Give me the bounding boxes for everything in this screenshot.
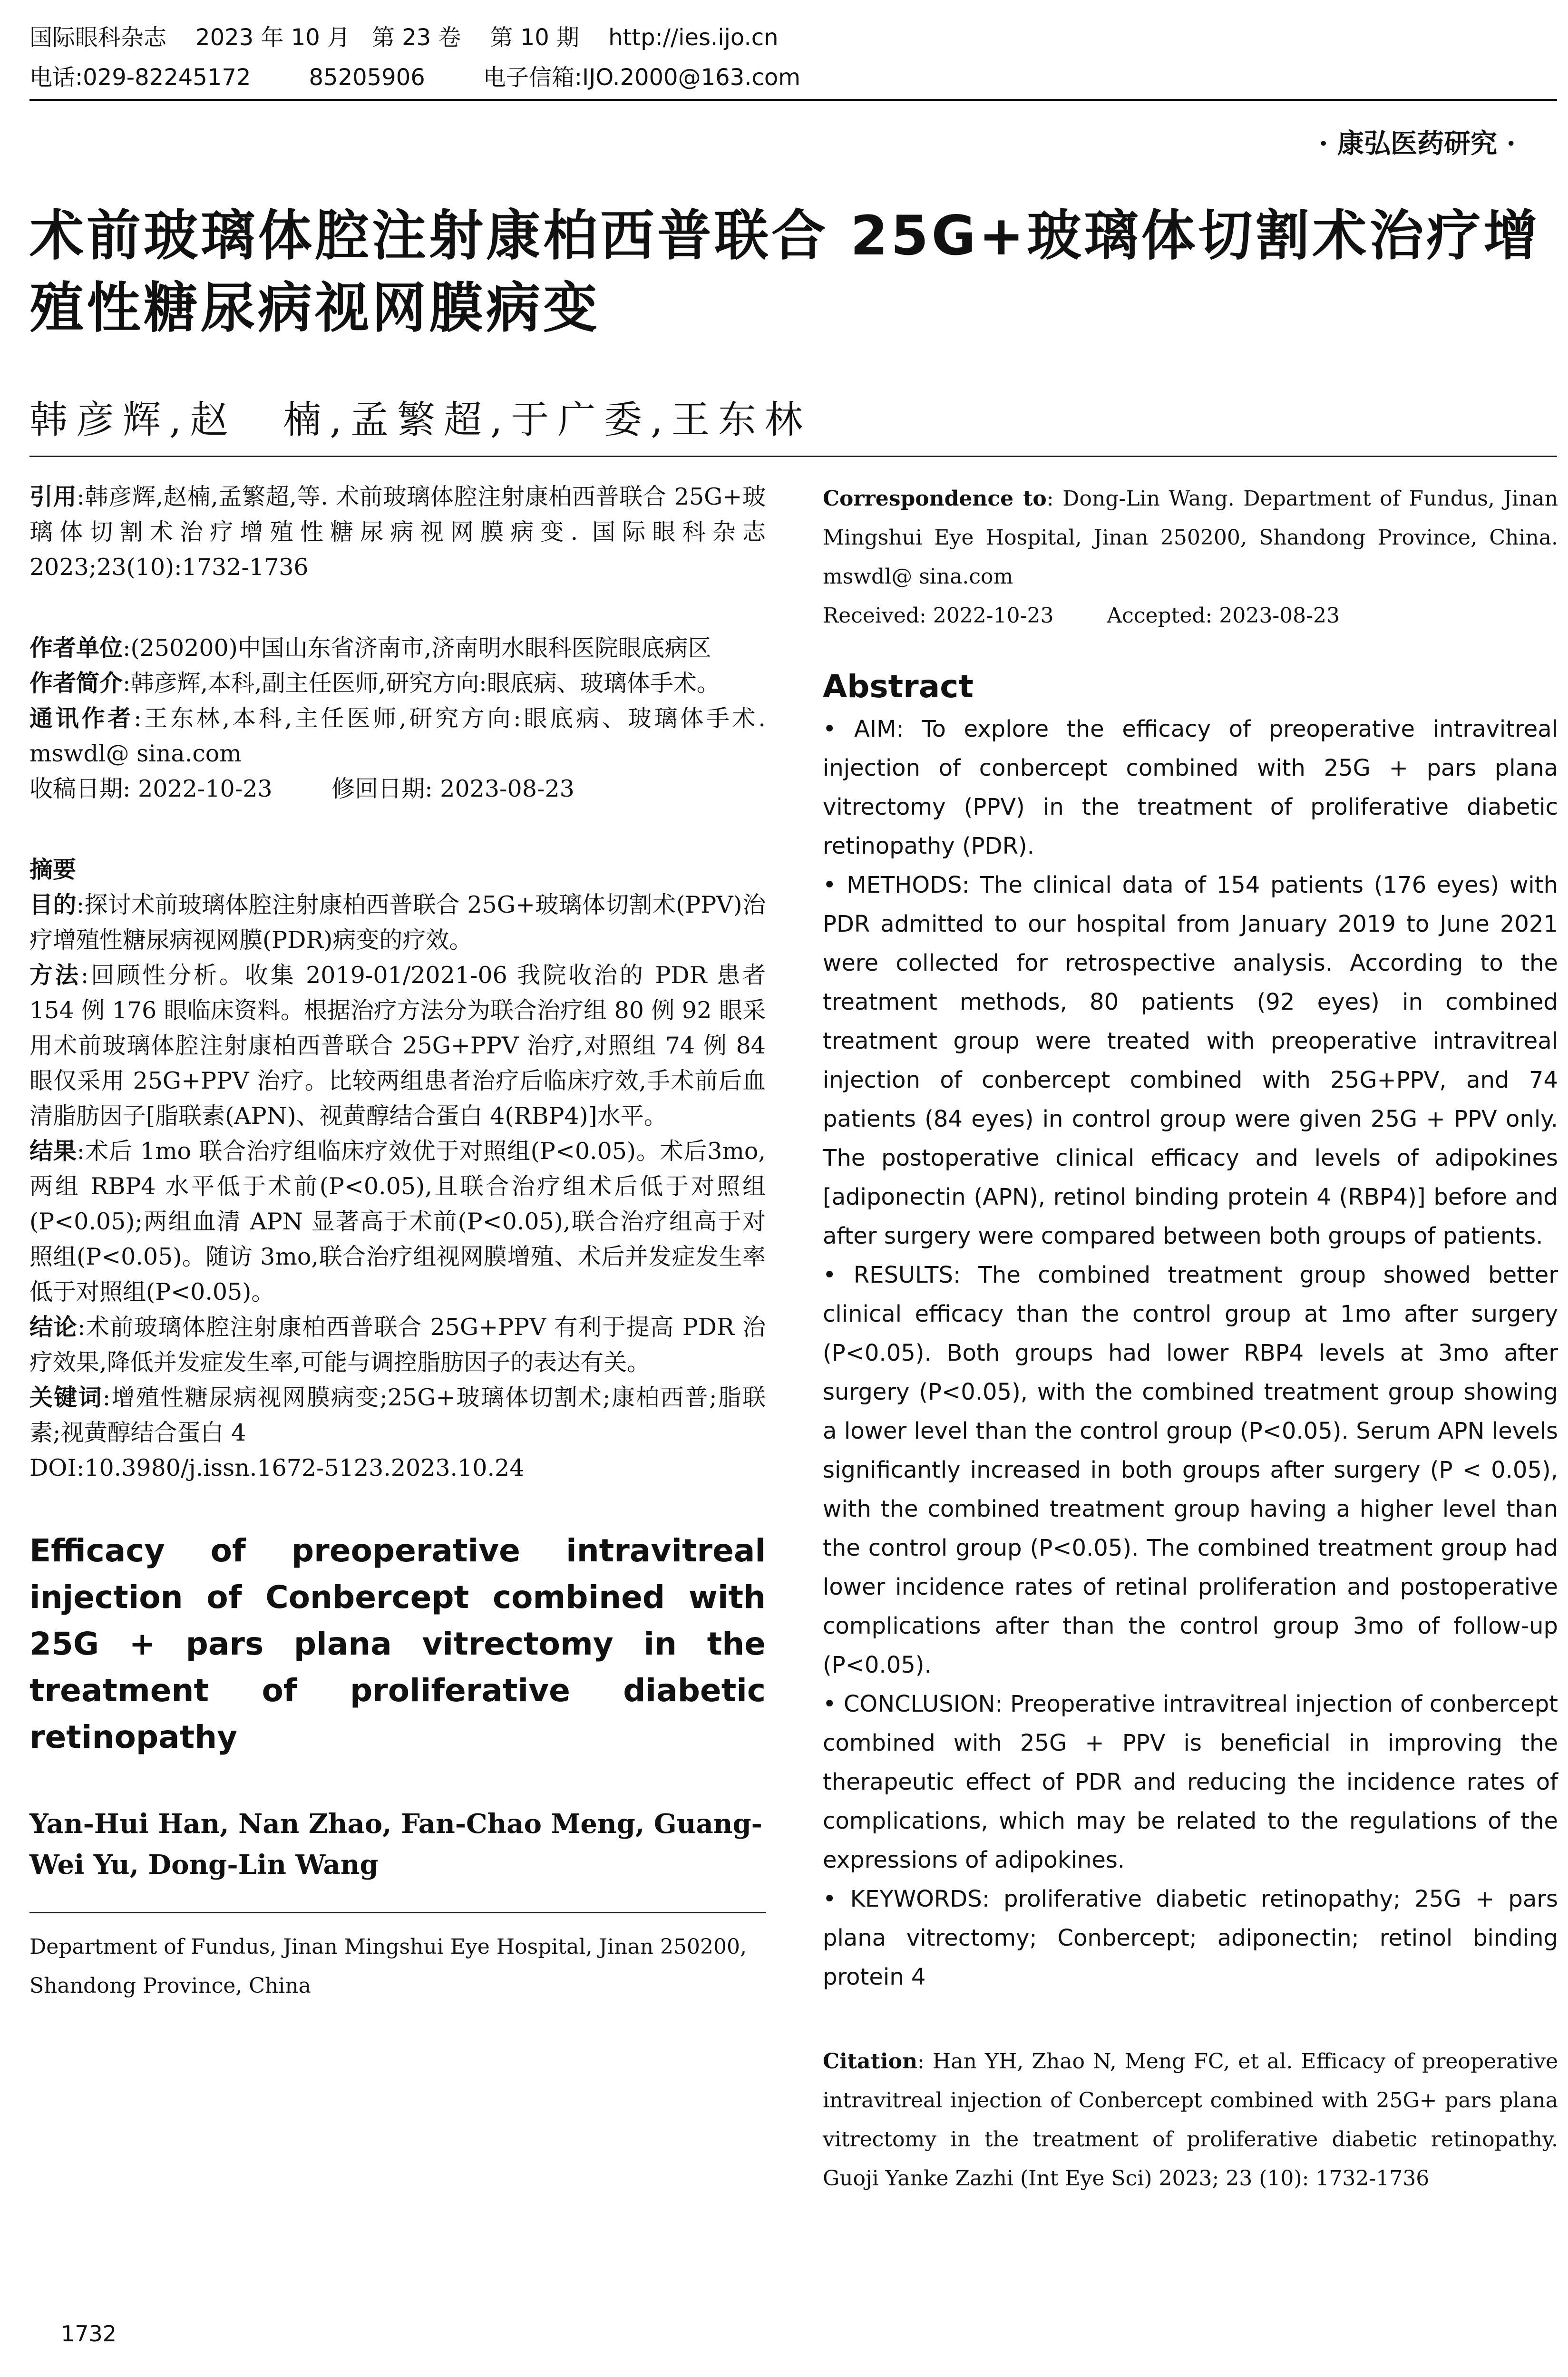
affiliation-en: Department of Fundus, Jinan Mingshui Eye Hospital, Jinan 250200, Shandong Province, China bbox=[29, 1935, 747, 1998]
aim-en: • AIM: To explore the efficacy of preoperative intravitreal injection of conbercept combined with 25G + pars plana vitrectomy (PPV) in the treatment of proliferative diabetic retinopathy (PDR). bbox=[823, 716, 1558, 859]
keywords-en: • KEYWORDS: proliferative diabetic retinopathy; 25G + pars plana vitrectomy; Conbercept; adiponectin; retinol binding protein 4 bbox=[823, 1886, 1558, 1990]
section-rule bbox=[29, 456, 1557, 457]
corresponding-author-label: 通讯作者 bbox=[29, 705, 134, 732]
author-unit-text: :(250200)中国山东省济南市,济南明水眼科医院眼底病区 bbox=[123, 634, 711, 662]
authors-en: Yan-Hui Han, Nan Zhao, Fan-Chao Meng, Guang-Wei Yu, Dong-Lin Wang bbox=[29, 1808, 762, 1880]
page-number: 1732 bbox=[61, 2321, 117, 2347]
abstract-heading-cn: 摘要 bbox=[29, 856, 77, 883]
aim-cn bbox=[29, 887, 766, 958]
citation-cn bbox=[29, 479, 766, 585]
journal-header-line-1: 国际眼科杂志 2023 年 10 月 第 23 卷 第 10 期 http://ies.ijo.cn bbox=[29, 24, 779, 51]
corresponding-author-text: :王东林,本科,主任医师,研究方向:眼底病、玻璃体手术. mswdl@ sina.com bbox=[29, 705, 766, 767]
author-bio bbox=[29, 666, 766, 701]
received-accepted: Received: 2022-10-23 Accepted: 2023-08-23 bbox=[823, 604, 1340, 628]
doi: DOI:10.3980/j.issn.1672-5123.2023.10.24 bbox=[29, 1454, 525, 1481]
conclusion-cn bbox=[29, 1310, 766, 1380]
header-rule bbox=[29, 99, 1557, 101]
methods-cn-label: 方法 bbox=[29, 962, 81, 989]
correspondence-en-label: Correspondence to bbox=[823, 487, 1047, 511]
aim-cn-text: :探讨术前玻璃体腔注射康柏西普联合 25G+玻璃体切割术(PPV)治疗增殖性糖尿病视网膜(PDR)病变的疗效。 bbox=[29, 891, 766, 954]
right-column bbox=[823, 479, 1558, 2198]
left-column bbox=[29, 479, 766, 2006]
keywords-cn-label: 关键词 bbox=[29, 1384, 103, 1411]
conclusion-cn-label: 结论 bbox=[29, 1314, 78, 1341]
journal-header-line-2: 电话:029-82245172 85205906 电子信箱:IJO.2000@163.com bbox=[29, 64, 800, 91]
article-title-cn: 术前玻璃体腔注射康柏西普联合 25G+玻璃体切割术治疗增殖性糖尿病视网膜病变 bbox=[29, 204, 1541, 340]
methods-cn-text: :回顾性分析。收集 2019-01/2021-06 我院收治的 PDR 患者 154 例 176 眼临床资料。根据治疗方法分为联合治疗组 80 例 92 眼采用术前玻璃体腔注射康柏西普联合 25G+PPV 治疗,对照组 74 例 84 眼仅采用 25G+PPV 治疗。比较两组患者治疗后临床疗效,手术前后血清脂肪因子[脂联素(APN)、视黄醇结合蛋白 4(RBP4)]水平。 bbox=[29, 962, 766, 1130]
results-en: • RESULTS: The combined treatment group showed better clinical efficacy than the control group at 1mo after surgery (P<0.05). Both groups had lower RBP4 levels at 3mo after surgery (P<0.05), with the combined treatment group showing a lower level than the control group (P<0.05). Serum APN levels significantly increased in both groups after surgery (P < 0.05), with the combined treatment group having a higher level than the control group (P<0.05). The combined treatment group had lower incidence rates of retinal proliferation and postoperative complications after than the control group 3mo of follow-up (P<0.05). bbox=[823, 1262, 1558, 1678]
citation-en-text: : Han YH, Zhao N, Meng FC, et al. Efficacy of preoperative intravitreal injection of Conbercept combined with 25G+ pars plana vitrectomy in the treatment of proliferative diabetic retinopathy. Guoji Yanke Zazhi (Int Eye Sci) 2023; 23 (10): 1732-1736 bbox=[823, 2049, 1558, 2191]
conclusion-cn-text: :术前玻璃体腔注射康柏西普联合 25G+PPV 有利于提高 PDR 治疗效果,降低并发症发生率,可能与调控脂肪因子的表达有关。 bbox=[29, 1314, 766, 1376]
conclusion-en: • CONCLUSION: Preoperative intravitreal injection of conbercept combined with 25G + PPV is beneficial in improving the therapeutic effect of PDR and reducing the incidence rates of complications, which may be related to the regulations of the expressions of adipokines. bbox=[823, 1691, 1558, 1873]
author-unit-label: 作者单位 bbox=[29, 634, 123, 662]
article-title-en: Efficacy of preoperative intravitreal injection of Conbercept combined with 25G + pars plana vitrectomy in the treatment of proliferative diabetic retinopathy bbox=[29, 1532, 766, 1755]
results-cn-text: :术后 1mo 联合治疗组临床疗效优于对照组(P<0.05)。术后3mo,两组 RBP4 水平低于术前(P<0.05),且联合治疗组术后低于对照组(P<0.05);两组血清 APN 显著高于术前(P<0.05),联合治疗组高于对照组(P<0.05)。随访 3mo,联合治疗组视网膜增殖、术后并发症发生率低于对照组(P<0.05)。 bbox=[29, 1138, 766, 1305]
dates-cn: 收稿日期: 2022-10-23 修回日期: 2023-08-23 bbox=[29, 775, 575, 802]
keywords-cn bbox=[29, 1380, 766, 1451]
author-unit bbox=[29, 631, 766, 666]
author-bio-label: 作者简介 bbox=[29, 670, 123, 697]
citation-cn-text: :韩彦辉,赵楠,孟繁超,等. 术前玻璃体腔注射康柏西普联合 25G+玻璃体切割术治疗增殖性糖尿病视网膜病变. 国际眼科杂志 2023;23(10):1732-1736 bbox=[29, 483, 766, 581]
correspondence-en-text: : Dong-Lin Wang. Department of Fundus, Jinan Mingshui Eye Hospital, Jinan 250200, Shandong Province, China. mswdl@ sina.com bbox=[823, 487, 1558, 589]
authors-cn: 韩彦辉,赵 楠,孟繁超,于广委,王东林 bbox=[29, 398, 811, 442]
correspondence-en bbox=[823, 479, 1558, 596]
corresponding-author bbox=[29, 701, 766, 771]
citation-en-label: Citation bbox=[823, 2049, 917, 2074]
author-bio-text: :韩彦辉,本科,副主任医师,研究方向:眼底病、玻璃体手术。 bbox=[123, 670, 720, 697]
methods-en: • METHODS: The clinical data of 154 patients (176 eyes) with PDR admitted to our hospital from January 2019 to June 2021 were collected for retrospective analysis. According to the treatment methods, 80 patients (92 eyes) in combined treatment group were treated with preoperative intravitreal injection of conbercept combined with 25G+PPV, and 74 patients (84 eyes) in control group were given 25G + PPV only. The postoperative clinical efficacy and levels of adipokines [adiponectin (APN), retinol binding protein 4 (RBP4)] before and after surgery were compared between both groups of patients. bbox=[823, 872, 1558, 1249]
citation-cn-label: 引用 bbox=[29, 483, 77, 510]
methods-cn bbox=[29, 958, 766, 1134]
results-cn-label: 结果 bbox=[29, 1138, 77, 1165]
results-cn bbox=[29, 1134, 766, 1310]
keywords-cn-text: :增殖性糖尿病视网膜病变;25G+玻璃体切割术;康柏西普;脂联素;视黄醇结合蛋白 4 bbox=[29, 1384, 766, 1446]
abstract-heading-en: Abstract bbox=[823, 668, 974, 705]
aim-cn-label: 目的 bbox=[29, 891, 77, 918]
column-tag: · 康弘医药研究 · bbox=[1319, 128, 1516, 159]
citation-en bbox=[823, 2042, 1558, 2198]
